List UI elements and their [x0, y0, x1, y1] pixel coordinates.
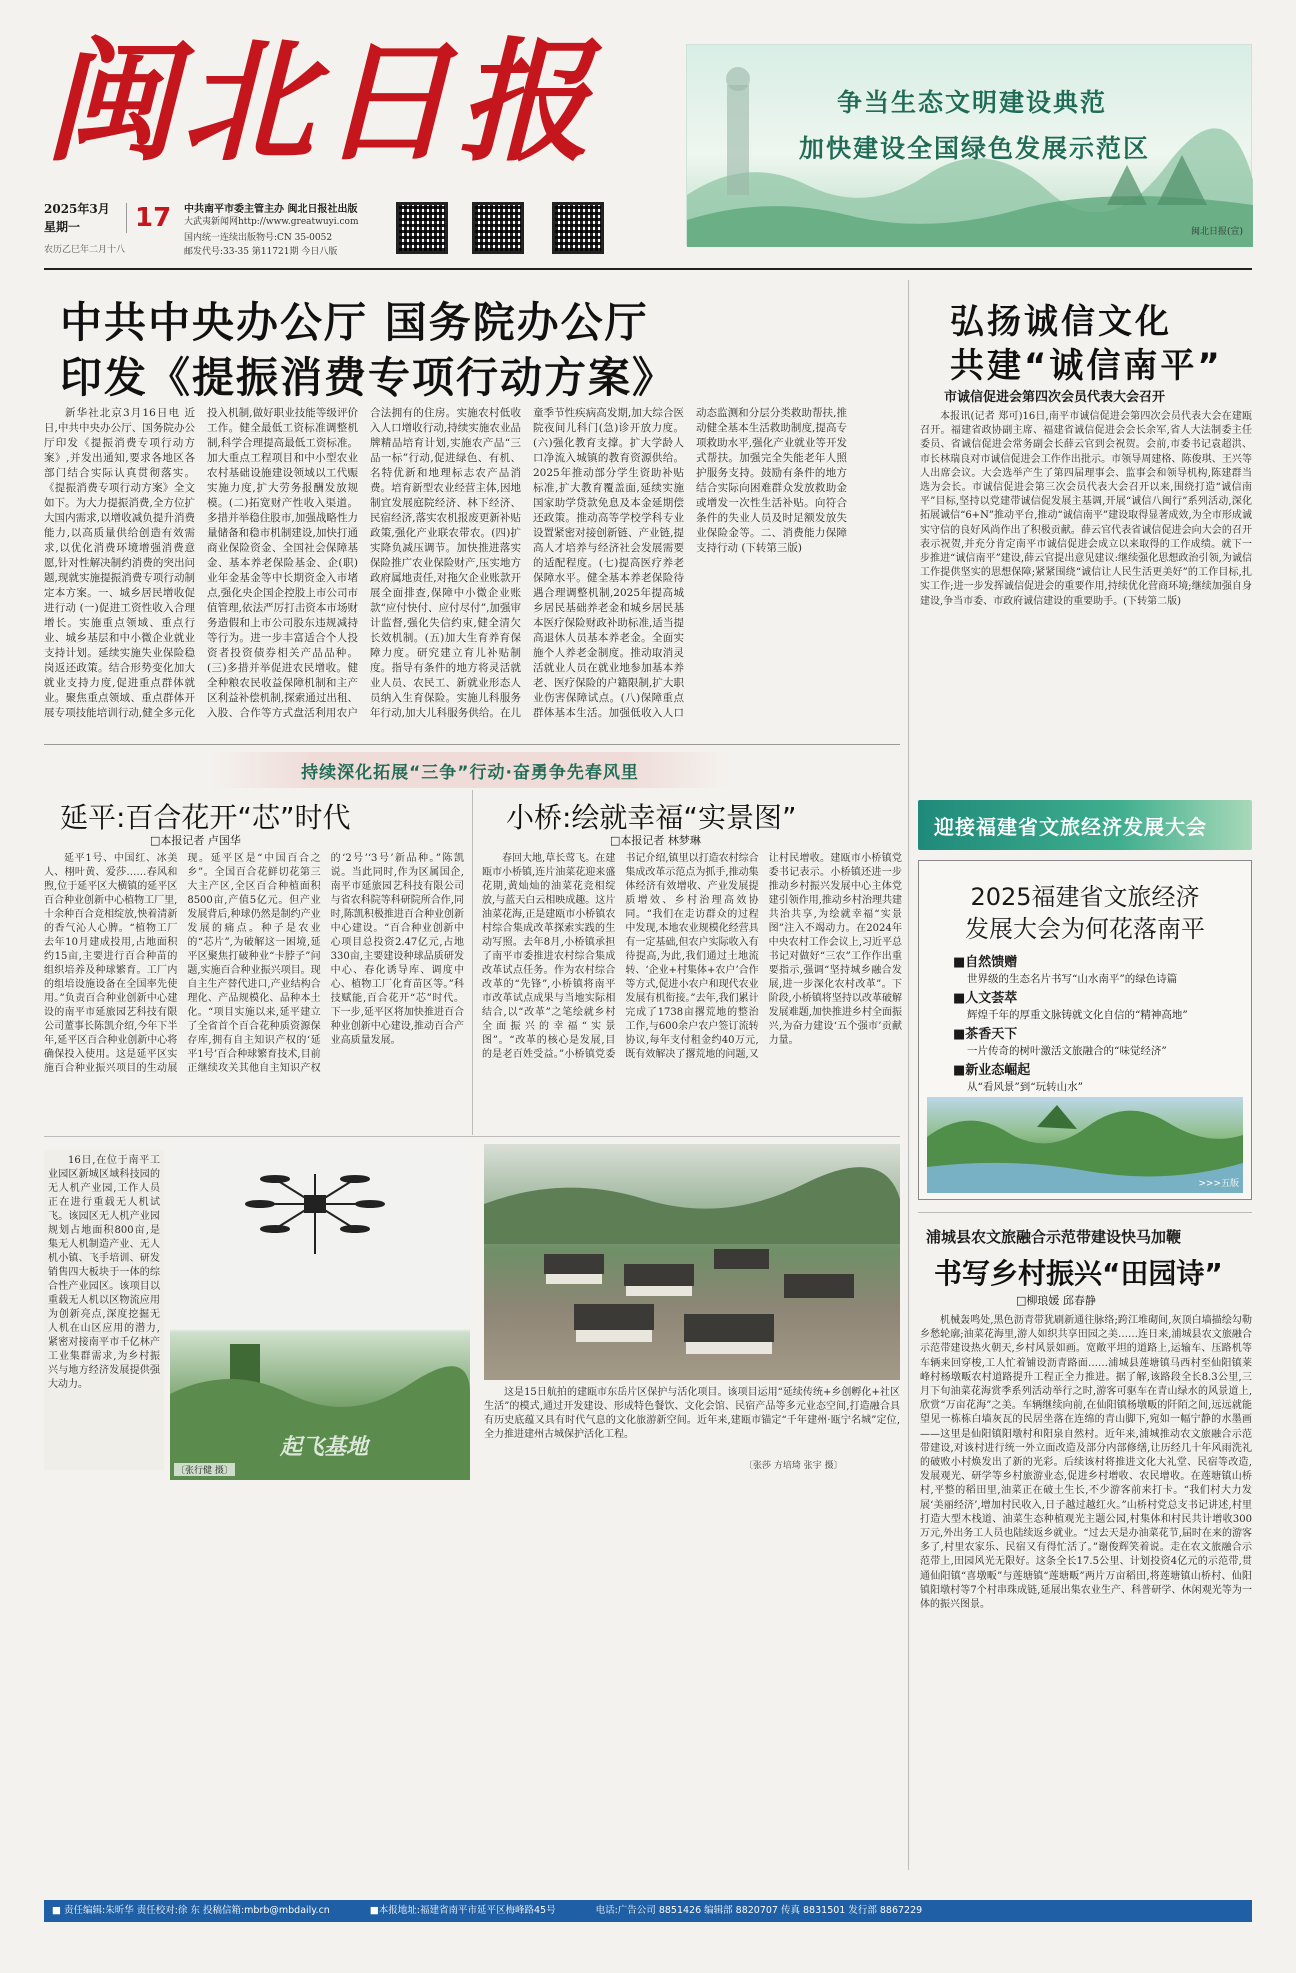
pucheng-body-text: 机械轰鸣处,黑色沥青带犹刷新通往脉络;跨江堆砌间,灰顶白墙描绘勾勒乡愁轮廓;油菜花海里,游人如织共享田园之美……连日来,浦城县农文旅融合示范带建设热火朝天,乡村风景如画。宽敞平坦的道路上,运输车、压路机等车辆来回穿梭,工人忙着铺设沥青路面……浦城县莲塘镇马西村至仙阳镇莱峰村杨墩畈农村道路提升工程正全力推进。据了解,该路段全长8.3公里,三月下旬油菜花海赏季系列活动举行之时,游客可驱车在青山绿水的风景道上,欣赏“万亩花海”之美。车辆继续向前,在仙阳镇杨墩畈的阡陌之间,远远就能望见一栋栋白墙灰瓦的民居坐落在连绵的青山脚下,宛如一幅宁静的水墨画——这里是仙阳镇阳墩村和阳泉自然村。近年来,浦城推动农文旅融合示范带建设,对该村进行统一外立面改造及部分内部修缮,让历经几十年风雨洗礼的破败小村焕发出了新的光彩。后续该村将推进文化大礼堂、民宿等改造,发展观光、研学等乡村旅游业态,促进乡村增收、农民增收。在莲塘镇山桥村,平整的稻田里,油菜正在破土生长,不少游客前来打卡。“我们村大力发展‘美丽经济’,增加村民收入,日子越过越红火。”山桥村党总支书记讲述,村里打造大型木栈道、油菜生态种植观光主题公园,村集体和村民共计增收300万元,外出务工人员也陆续返乡就业。“过去天是办油菜花节,届时在来的游客多了,村里农家乐、民宿又有得忙活了。”谢俊辉笑着说。走在农文旅融合示范带上,田园风光无限好。这条全长17.5公里、计划投资4亿元的示范带,贯通仙阳镇“喜墩畈”与莲塘镇“莲塘畈”两片万亩稻田,将莲塘镇山桥村、仙阳镇阳墩村等7个村串珠成链,延展出集农业生产、科普研学、休闲观光等为一体的振兴图景。 [920, 1315, 1252, 1611]
footer-editor: ■ 责任编辑:朱昕华 责任校对:徐 东 投稿信箱:mbrb@mbdaily.cn [52, 1905, 330, 1916]
photo1-drone [170, 1144, 470, 1480]
yanping-body-text: 延平1号、中国红、冰美人、栩叶黄、爱莎……春风和煦,位于延平区大横镇的延平区百合种业创新中心植物工厂里,十余种百合竞相绽放,怏着清新的香气沁人心脾。“植物工厂去年10月建成投用,占地面积约15亩,主要进行百合种苗的组织培养及种球繁育。工厂内的组培设施设备在全国率先使用。”负责百合种业创新中心建设的南平市延旅园艺科技有限公司董事长陈凯介绍,今年下半年,延平区百合种业创新中心将确保投入使用。这是延平区实施百合种业振兴项目的生动展现。延平区是“中国百合之乡”。全国百合花鲜切花第三大主产区,全区百合种植面积8500亩,产值5亿元。但产业发展背后,种球仍然是制约产业发展的痛点。种子是农业的“芯片”,为破解这一困境,延平区聚焦打破种业“卡脖子”问题,实施百合种业振兴项目。现自主生产替代进口,产业结构合理化、产品规模化、品种本土化。“项目实施以来,延平建立了全省首个百合花种质资源保存库,拥有自主知识产权的‘延平1号’百合种球繁育技术,目前正继续攻关其他自主知识产权的‘2号’‘3号’新品种。”陈凯说。当此同时,作为区属国企,南平市延旅园艺科技有限公司与省农科院等科研院所合作,同时,陈凯积极推进百合种业创新中心建设。“百合种业创新中心项目总投资2.47亿元,占地330亩,主要建设种球品质研发中心、春化诱导库、调度中心、植物工厂化育苗区等。”科技赋能,百合花开“芯”时代。下一步,延平区将加快推进百合种业创新中心建设,推动百合产业高质量发展。 [44, 853, 464, 1074]
tourism-item-title: ■新业态崛起 [953, 1063, 1031, 1078]
lead-body [44, 406, 847, 734]
yanping-byline: □本报记者 卢国华 [150, 834, 241, 847]
xiaoqiao-headline: 小桥:绘就幸福“实景图” [506, 801, 797, 834]
xiaoqiao-byline: □本报记者 林梦琳 [610, 834, 701, 847]
qr-code-1 [396, 202, 448, 254]
tourism-item-3 [953, 1023, 1243, 1058]
tourism-item-title: ■茶香天下 [953, 1027, 1018, 1042]
river-illustration [927, 1097, 1243, 1193]
campaign-banner-text: 持续深化拓展“三争”行动·奋勇争先春风里 [301, 763, 639, 783]
campaign-mid-divider [472, 790, 473, 1135]
footer-address: ■本报地址:福建省南平市延平区梅峰路45号 [369, 1905, 556, 1916]
issue-weekday: 星期一 [44, 220, 81, 234]
tourism-headline-1: 2025福建省文旅经济 [970, 883, 1200, 911]
banner-credit: 闽北日报(宣) [1190, 227, 1243, 237]
tourism-item-1 [953, 951, 1243, 986]
pucheng-headline-1: 浦城县农文旅融合示范带建设快马加鞭 [926, 1228, 1182, 1246]
tourism-item-desc: 从“看风景”到“玩转山水” [967, 1081, 1083, 1093]
tourism-item-desc: 世界级的生态名片书写“山水南平”的绿色诗篇 [967, 973, 1178, 985]
tourism-item-desc: 一片传奇的树叶激活文旅融合的“味觉经济” [967, 1045, 1167, 1057]
footer-phones: 电话:广告公司 8851426 编辑部 8820707 传真 8831501 发行部 8867229 [595, 1905, 923, 1916]
pucheng-headline-2: 书写乡村振兴“田园诗” [934, 1257, 1223, 1290]
tourism-box [918, 860, 1252, 1200]
pucheng-byline: □柳琅媛 邱春静 [1016, 1294, 1096, 1307]
tourism-headline-2: 发展大会为何花落南平 [965, 915, 1205, 943]
photo2-aerial [484, 1144, 900, 1380]
tourism-photo-river [927, 1097, 1243, 1193]
website-text: 大武夷新闻网http://www.greatwuyi.com [184, 217, 359, 227]
masthead-divider [44, 268, 1252, 270]
cn-number: 国内统一连续出版物号:CN 35-0052 [184, 233, 333, 243]
honest-body [920, 410, 1252, 786]
photo2-caption-text: 这是15日航拍的建瓯市东岳片区保护与活化项目。该项目运用“延续传统+乡创孵化+社区生活”的模式,通过开发建设、形成特色餐饮、文化会馆、民宿产品等多元业态空间,打造融合具有历史底蕴又具有时代气息的文化旅游新空间。近年来,建瓯市锚定“千年建州·瓯宁名城”定位,全力推进建州古城保护活化工程。 [484, 1387, 900, 1440]
photo1-caption-text: 16日,在位于南平工业园区新城区域科技园的无人机产业园,工作人员正在进行重载无人机试飞。该园区无人机产业园规划占地面积800亩,是集无人机制造产业、无人机小镇、飞手培训、研发销售四大板块于一体的综合性产业园区。该项目以重载无人机以区物流应用为创新亮点,深度挖掘无人机在山区应用的潜力,紧密对接南平市千亿林产工业集群需求,为乡村振兴与地方经济发展提供强大动力。 [48, 1155, 160, 1390]
xiaoqiao-body [482, 852, 902, 1124]
campaign-banner [210, 752, 730, 788]
tourism-banner [918, 800, 1252, 850]
photo1-credit: 〔张行健 摄〕 [174, 1463, 235, 1476]
lead-body-text: 新华社北京3月16日电 近日,中共中央办公厅、国务院办公厅印发《提振消费专项行动方案》,并发出通知,要求各地区各部门结合实际认真贯彻落实。《提振消费专项行动方案》全文如下。为大力提振消费,全方位扩大国内需求,以增收减负提升消费能力,以高质量供给创造有效需求,以优化消费环境增强消费意愿,针对性解决制约消费的突出问题,现就实施提振消费专项行动制定本方案。一、城乡居民增收促进行动 (一)促进工资性收入合理增长。实施重点领域、重点行业、城乡基层和中小微企业就业支持计划。延续实施失业保险稳岗返还政策。结合形势变化加大就业支持力度,促进重点群体就业。聚焦重点领域、重点群体开展专项技能培训行动,健全多元化投入机制,做好职业技能等级评价工作。健全最低工资标准调整机制,科学合理提高最低工资标准。加大重点工程项目和中小型农业农村基础设施建设领域以工代赈实施力度,扩大劳务报酬发放规模。(二)拓宽财产性收入渠道。多措并举稳住股市,加强战略性力量储备和稳市机制建设,加快打通商业保险资金、全国社会保障基金、基本养老保险基金、企(职)业年金基金等中长期资金入市堵点,强化央企国企控股上市公司市值管理,依法严厉打击资本市场财务造假和上市公司股东违规减持等行为。进一步丰富适合个人投资者投资债券相关产品品种。(三)多措并举促进农民增收。健全种粮农民收益保障机制和主产区利益补偿机制,探索通过出租、入股、合作等方式盘活利用农户合法拥有的住房。实施农村低收入人口增收行动,持续实施农业品牌精品培育计划,实施农产品“三品一标”行动,促进绿色、有机、名特优新和地理标志农产品消费。培育新型农业经营主体,因地制宜发展庭院经济、林下经济、民宿经济,落实农机报废更新补贴政策,强化产业联农带农。(四)扩实降负减压调节。加快推进落实保险推广农业保险财产,压实地方政府属地责任,对拖欠企业账款开展全面排查,保障中小微企业账款“应付快付、应付尽付”,加强审计监督,强化失信约束,健全清欠长效机制。(五)加大生育养育保障力度。研究建立育儿补贴制度。指导有条件的地方将灵活就业人员、农民工、新就业形态人员纳入生育保险。实施儿科服务年行动,加大儿科服务供给。在儿童季节性疾病高发期,加大综合医院夜间儿科门(急)诊开放力度。(六)强化教育支撑。扩大学龄人口净流入城镇的教育资源供给。2025年推动部分学生资助补贴标准,扩大教育覆盖面,延续实施国家助学贷款免息及本金延期偿还政策。推动高等学校学科专业设置紧密对接创新链、产业链,提高人才培养与经济社会发展需要的适配程度。(七)提高医疗养老保障水平。健全基本养老保险待遇合理调整机制,2025年提高城乡居民基础养老金和城乡居民基本医疗保险财政补助标准,适当提高退休人员基本养老金。全面实施个人养老金制度。推动取消灵活就业人员在就业地参加基本养老、医疗保险的户籍限制,扩大职业伤害保障试点。(八)保障重点群体基本生活。加强低收入人口动态监测和分层分类救助帮扶,推动健全基本生活救助制度,提高专项救助水平,强化产业就业等开发式帮扶。加强完全失能老年人照护服务支持。鼓励有条件的地方结合实际向困难群众发放救助金或增发一次性生活补贴。向符合条件的失业人员及时足额发放失业保险金等。二、消费能力保障支持行动 (下转第三版) [44, 407, 847, 719]
tourism-page-ref: >>>五版 [1198, 1179, 1239, 1189]
banner-slogan-1: 争当生态文明建设典范 [837, 88, 1108, 117]
lead-headline-1: 中共中央办公厅 国务院办公厅 [60, 298, 649, 347]
tourism-item-title: ■人文荟萃 [953, 991, 1018, 1006]
banner-slogan-2: 加快建设全国绿色发展示范区 [799, 134, 1151, 163]
aerial-illustration [484, 1144, 900, 1380]
honest-subhead: 市诚信促进会第四次会员代表大会召开 [944, 390, 1166, 405]
lunar-date: 农历乙巳年二月十八 [44, 245, 126, 255]
masthead-title: 闽北日报 [44, 25, 596, 180]
tourism-item-2 [953, 987, 1243, 1022]
column-divider-right [908, 280, 909, 1870]
page-number: 17 [126, 203, 171, 233]
masthead-info-block [44, 200, 684, 266]
photo2-credit: 〔张莎 方培琦 张宇 摄〕 [740, 1458, 843, 1471]
eco-banner [686, 44, 1252, 246]
qr-code-3 [552, 202, 604, 254]
photo1-sign-text: 起飞基地 [280, 1435, 369, 1460]
sponsor-text: 中共南平市委主管主办 闽北日报社出版 [184, 204, 358, 215]
tourism-item-4 [953, 1059, 1243, 1094]
footer-bar [44, 1900, 1252, 1922]
photo1-caption [44, 1150, 164, 1470]
honest-headline-1: 弘扬诚信文化 [950, 302, 1172, 342]
issue-date: 2025年3月 [44, 202, 110, 216]
lead-headline-2: 印发《提振消费专项行动方案》 [60, 353, 677, 402]
photo-row-rule [44, 1136, 900, 1137]
pucheng-top-rule [918, 1212, 1252, 1213]
qr-code-2 [472, 202, 524, 254]
honest-body-text: 本报讯(记者 郑可)16日,南平市诚信促进会第四次会员代表大会在建瓯召开。福建省政协副主席、福建省诚信促进会会长余军,省人大法制委主任委员、省诚信促进会常务副会长薛云官到会祝贺。会前,市委书记袁超洪、市长林瑞良对市诚信促进会工作作出批示。市领导周建格、陈俊琪、王兴等人出席会议。大会选举产生了第四届理事会、监事会和领导机构,陈建群当选为会长。市诚信促进会第三次会员代表大会召开以来,围绕打造“诚信南平”目标,坚持以党建带诚信促发展主基调,开展“诚信八闽行”系列活动,深化拓展诚信“6+N”推动平台,推动“诚信南平”建设取得显著成效,为全市形成诚实守信的良好风尚作出了积极贡献。薛云官代表省诚信促进会向大会的召开表示祝贺,并充分肯定南平市诚信促进会成立以来取得的工作成绩。就下一步推进“诚信南平”建设,薛云官提出意见建议:继续强化思想政治引领,为诚信工作提供坚实的思想保障;紧紧围绕“诚信让人民生活更美好”的工作目标,扎实工作;进一步发挥诚信促进会的重要作用,持续优化营商环境;继续加强自身建设,争当市委、市政府诚信建设的重要助手。(下转第二版) [920, 411, 1252, 607]
xiaoqiao-body-text: 春回大地,草长莺飞。在建瓯市小桥镇,连片油菜花迎来盛花期,黄灿灿的油菜花竞相绽放,与蓝天白云相映成趣。这片油菜花海,正是建瓯市小桥镇农村综合集成改革探索实践的生动写照。去年8月,小桥镇承担了南平市委推进农村综合集成改革试点任务。作为农村综合改革的“先锋”,小桥镇将南平市改革试点成果与当地实际相结合,以“改革”之笔绘就乡村全面振兴的幸福“实景图”。“改革的核心是发展,目的是老百姓受益。”小桥镇党委书记介绍,镇里以打造农村综合集成改革示范点为抓手,推动集体经济有效增收、产业发展提质增效、乡村治理高效协同。“我们在走访群众的过程中发现,本地农业规模化经营具有一定基础,但农户实际收入有待提高,为此,我们通过土地流转、‘企业+村集体+农户’合作等方式,促进小农户和现代农业发展有机衔接。”去年,我们累计完成了1738亩撂荒地的整治工作,与600余户农户签订流转协议,每年支付租金约40万元,既有效解决了撂荒地的问题,又让村民增收。建瓯市小桥镇党委书记表示。小桥镇还进一步推动乡村振兴发展中心主体党建引领作用,推动乡村治理共建共治共享,为绘就幸福“实景图”注入不竭动力。在2024年中央农村工作会议上,习近平总书记对做好“三农”工作作出重要指示,强调“坚持城乡融合发展,进一步深化农村改革”。下阶段,小桥镇将坚持以改革破解发展难题,加快推进乡村全面振兴,为奋力建设‘五个强市’贡献力量。 [482, 853, 902, 1060]
masthead [0, 0, 1296, 268]
campaign-top-rule [44, 744, 900, 745]
yanping-headline: 延平:百合花开“芯”时代 [60, 801, 351, 834]
tourism-banner-text: 迎接福建省文旅经济发展大会 [934, 815, 1207, 839]
tourism-item-title: ■自然馈赠 [953, 955, 1018, 970]
tourism-item-desc: 辉煌千年的厚重文脉铸就文化自信的“精神高地” [967, 1009, 1188, 1021]
postal-info: 邮发代号:33-35 第11721期 今日八版 [184, 247, 338, 257]
honest-headline-2: 共建“诚信南平” [950, 346, 1223, 386]
pucheng-body [920, 1314, 1252, 1852]
yanping-body [44, 852, 464, 1124]
